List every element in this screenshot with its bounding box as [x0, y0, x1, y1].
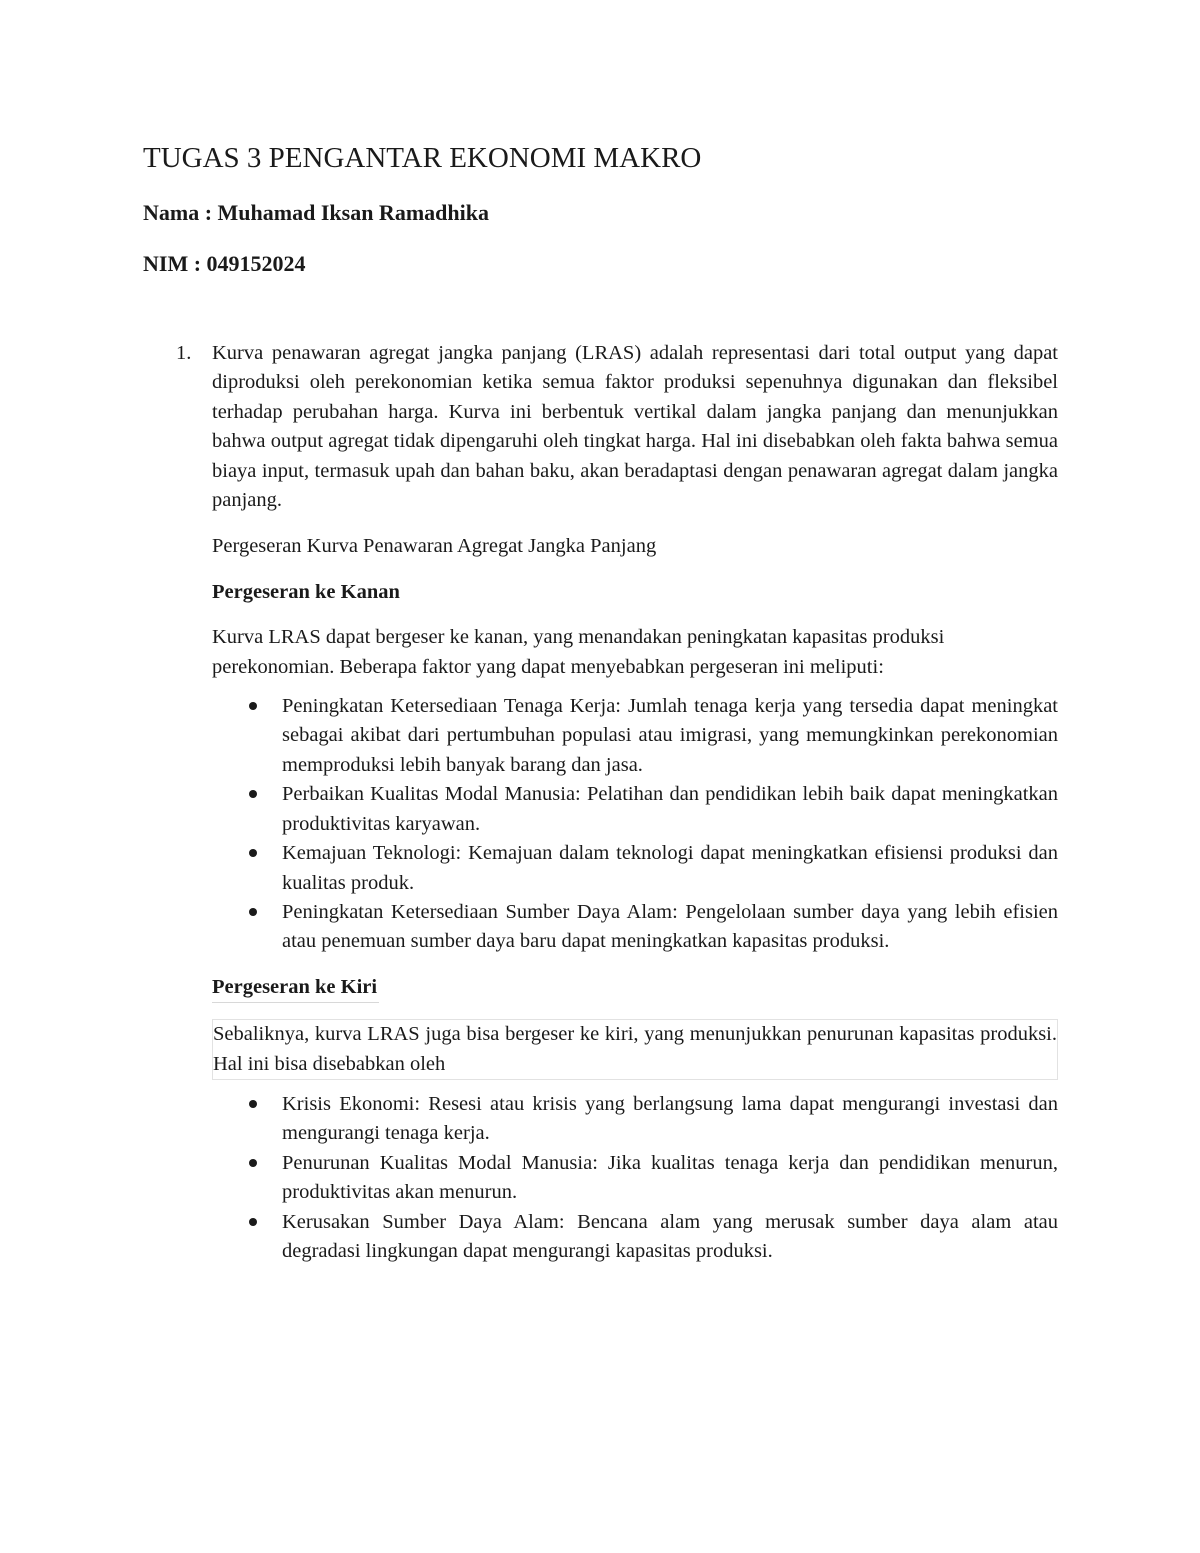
list-item: Peningkatan Ketersediaan Tenaga Kerja: Jumlah tenaga kerja yang tersedia dapat meningkat sebagai akibat dari pertumbuhan populasi atau imigrasi, yang memungkinkan perekonomian memproduksi lebih banyak barang dan jasa.: [212, 692, 1058, 780]
bullet-icon: [249, 849, 257, 857]
list-item: Peningkatan Ketersediaan Sumber Daya Alam: Pengelolaan sumber daya yang lebih efisien atau penemuan sumber daya baru dapat meningkatkan kapasitas produksi.: [212, 898, 1058, 957]
numbered-item: [176, 339, 1058, 515]
section-subtitle: Pergeseran Kurva Penawaran Agregat Jangka Panjang: [212, 535, 657, 558]
list-item: Kerusakan Sumber Daya Alam: Bencana alam yang merusak sumber daya alam atau degradasi lingkungan dapat mengurangi kapasitas produksi.: [212, 1208, 1058, 1267]
list-item: Perbaikan Kualitas Modal Manusia: Pelatihan dan pendidikan lebih baik dapat meningkatkan produktivitas karyawan.: [212, 780, 1058, 839]
document-title: TUGAS 3 PENGANTAR EKONOMI MAKRO: [143, 142, 702, 174]
list-item: Penurunan Kualitas Modal Manusia: Jika kualitas tenaga kerja dan pendidikan menurun, produktivitas akan menurun.: [212, 1149, 1058, 1208]
list-item: Krisis Ekonomi: Resesi atau krisis yang berlangsung lama dapat mengurangi investasi dan mengurangi tenaga kerja.: [212, 1090, 1058, 1149]
right-shift-paragraph: Kurva LRAS dapat bergeser ke kanan, yang menandakan peningkatan kapasitas produksi perekonomian. Beberapa faktor yang dapat menyebabkan pergeseran ini meliputi:: [212, 626, 945, 678]
intro-paragraph: Kurva penawaran agregat jangka panjang (LRAS) adalah representasi dari total output yang dapat diproduksi oleh perekonomian ketika semua faktor produksi sepenuhnya digunakan dan fleksibel terhadap perubahan harga. Kurva ini berbentuk vertikal dalam jangka panjang dan menunjukkan bahwa output agregat tidak dipengaruhi oleh tingkat harga. Hal ini disebabkan oleh fakta bahwa semua biaya input, termasuk upah dan bahan baku, akan beradaptasi dengan penawaran agregat dalam jangka panjang.: [212, 342, 1058, 512]
left-shift-list: [212, 1090, 1058, 1266]
bullet-icon: [249, 702, 257, 710]
left-shift-heading: Pergeseran ke Kiri: [212, 973, 1058, 1003]
bullet-icon: [249, 790, 257, 798]
bullet-icon: [249, 1159, 257, 1167]
bullet-icon: [249, 1100, 257, 1108]
answer-section-1: [176, 339, 1058, 1266]
right-shift-heading: Pergeseran ke Kanan: [212, 580, 400, 603]
list-item: Kemajuan Teknologi: Kemajuan dalam teknologi dapat meningkatkan efisiensi produksi dan kualitas produk.: [212, 839, 1058, 898]
right-shift-list: [212, 692, 1058, 957]
student-name: Nama : Muhamad Iksan Ramadhika: [143, 200, 489, 225]
bullet-icon: [249, 1218, 257, 1226]
left-shift-paragraph: Sebaliknya, kurva LRAS juga bisa bergeser ke kiri, yang menunjukkan penurunan kapasitas produksi. Hal ini bisa disebabkan oleh: [212, 1019, 1058, 1080]
student-nim: NIM : 049152024: [143, 251, 306, 276]
bullet-icon: [249, 908, 257, 916]
item-number: 1.: [176, 342, 192, 364]
